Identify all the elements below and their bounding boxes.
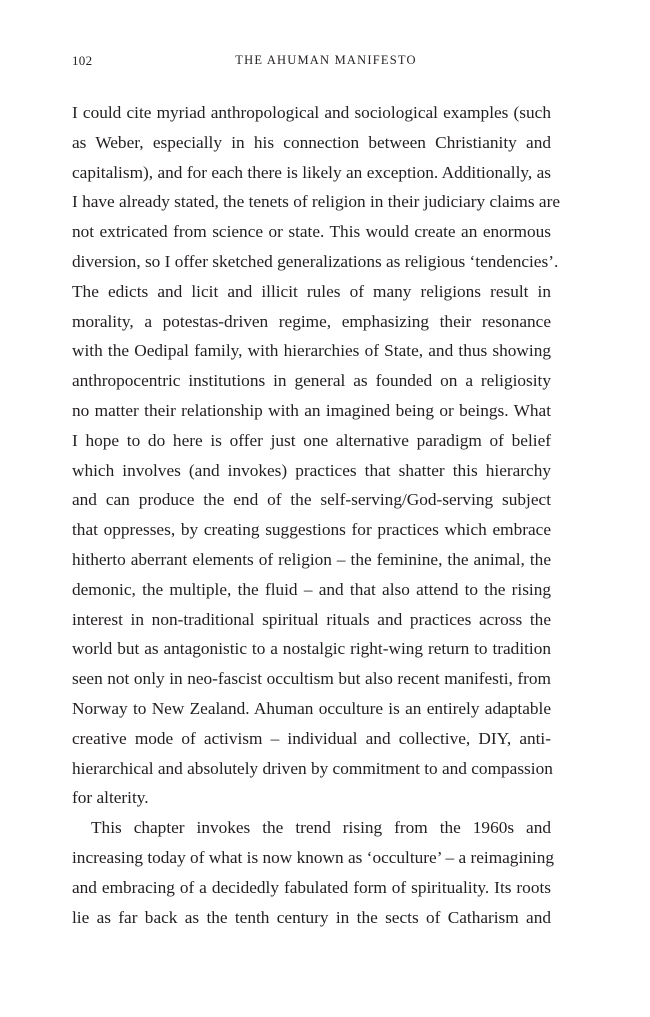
page-number: 102 bbox=[72, 53, 93, 68]
text-line: no matter their relationship with an imagined being or beings. What bbox=[72, 400, 551, 420]
text-line: This chapter invokes the trend rising from the 1960s and bbox=[91, 818, 551, 838]
text-line: lie as far back as the tenth century in the sects of Catharism and bbox=[72, 907, 551, 927]
text-line: for alterity. bbox=[72, 788, 149, 808]
text-line: anthropocentric institutions in general as founded on a religiosity bbox=[72, 371, 551, 391]
text-line: which involves (and invokes) practices that shatter this hierarchy bbox=[72, 460, 551, 480]
text-line: diversion, so I offer sketched generalizations as religious ‘tendencies’. bbox=[72, 251, 559, 271]
running-head bbox=[0, 53, 650, 68]
text-line: creative mode of activism – individual and collective, DIY, anti- bbox=[72, 728, 551, 748]
text-line: increasing today of what is now known as ‘occulture’ – a reimagining bbox=[72, 847, 554, 867]
text-line: morality, a potestas-driven regime, emphasizing their resonance bbox=[72, 311, 551, 331]
text-line: I hope to do here is offer just one alternative paradigm of belief bbox=[72, 430, 551, 450]
text-line: The edicts and licit and illicit rules of many religions result in bbox=[72, 281, 551, 301]
paragraph-1 bbox=[72, 98, 561, 813]
text-line: not extricated from science or state. This would create an enormous bbox=[72, 222, 551, 242]
text-line: and embracing of a decidedly fabulated form of spirituality. Its roots bbox=[72, 877, 551, 897]
text-line: seen not only in neo-fascist occultism but also recent manifesti, from bbox=[72, 669, 551, 689]
text-line: capitalism), and for each there is likely an exception. Additionally, as bbox=[72, 162, 551, 182]
text-line: and can produce the end of the self-serving/God-serving subject bbox=[72, 490, 551, 510]
text-line: that oppresses, by creating suggestions for practices which embrace bbox=[72, 520, 551, 540]
text-line: I could cite myriad anthropological and sociological examples (such bbox=[72, 103, 551, 122]
text-line: hierarchical and absolutely driven by commitment to and compassion bbox=[72, 758, 553, 778]
text-line: Norway to New Zealand. Ahuman occulture is an entirely adaptable bbox=[72, 698, 551, 718]
text-line: interest in non-traditional spiritual rituals and practices across the bbox=[72, 609, 551, 629]
text-line: I have already stated, the tenets of religion in their judiciary claims are bbox=[72, 192, 561, 212]
text-line: hitherto aberrant elements of religion – the feminine, the animal, the bbox=[72, 549, 551, 569]
running-title: THE AHUMAN MANIFESTO bbox=[235, 53, 417, 67]
paragraph-2 bbox=[72, 813, 554, 932]
text-line: with the Oedipal family, with hierarchies of State, and thus showing bbox=[72, 341, 551, 361]
text-line: as Weber, especially in his connection between Christianity and bbox=[72, 132, 551, 152]
text-line: world but as antagonistic to a nostalgic right-wing return to tradition bbox=[72, 639, 551, 659]
text-line: demonic, the multiple, the fluid – and that also attend to the rising bbox=[72, 579, 551, 599]
body-text bbox=[72, 98, 561, 932]
